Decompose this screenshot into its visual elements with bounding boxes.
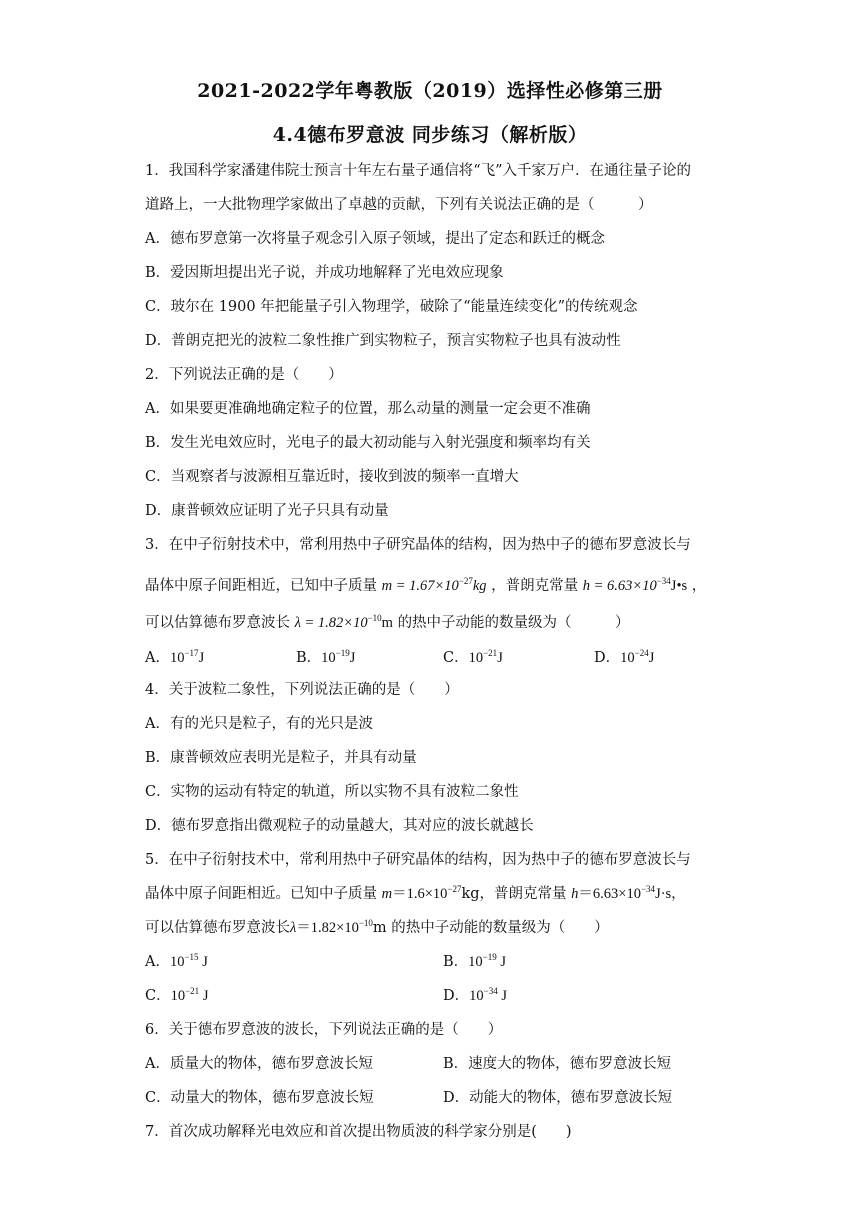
q2-option-b: B．发生光电效应时，光电子的最大初动能与入射光强度和频率均有关 bbox=[145, 435, 591, 451]
q5-stem-line-2: 晶体中原子间距相近。已知中子质量 $m=1.6\times 10^{-27}kg$，普朗克常量 $h=6.63\times 10^{-34}J\cdot s$， bbox=[145, 884, 686, 902]
q3-stem-text-c: 可以估算德布罗意波长 bbox=[145, 615, 290, 631]
q1-option-c: C．玻尔在 1900 年把能量子引入物理学，破除了“能量连续变化”的传统观念 bbox=[145, 299, 638, 315]
document-title-line-1: 2021-2022学年粤教版（2019）选择性必修第三册 bbox=[197, 80, 663, 102]
q5-option-d: D．$10^{-34}$ J bbox=[443, 986, 507, 1004]
q2-option-d: D．康普顿效应证明了光子只具有动量 bbox=[145, 503, 389, 519]
q5-stem-line-3: 可以估算德布罗意波长$\lambda=1.82\times 10^{-10}m$ 的热中子动能的数量级为（ ） bbox=[145, 918, 609, 936]
q6-option-a: A．质量大的物体，德布罗意波长短 bbox=[145, 1056, 373, 1072]
q5-option-b: B．$10^{-19}$ J bbox=[443, 952, 507, 970]
q6-stem: 6．关于德布罗意波的波长，下列说法正确的是（ ） bbox=[145, 1022, 503, 1038]
q6-option-c: C．动量大的物体，德布罗意波长短 bbox=[145, 1090, 374, 1106]
q5-option-a: A．$10^{-15}$ J bbox=[145, 952, 208, 970]
q3-stem-line-2: 晶体中原子间距相近，已知中子质量 $m = 1.67\times 10^{-27}kg$ ，普朗克常量 $h = 6.63\times 10^{-34}J•s$ ， bbox=[145, 576, 707, 594]
q3-planck-formula: $h = 6.63\times 10^{-34}J•s$ bbox=[582, 576, 688, 594]
q3-option-c: C．$10^{-21}J$ bbox=[443, 648, 503, 666]
q3-lambda-formula: $\lambda = 1.82\times 10^{-10}m$ bbox=[294, 613, 393, 631]
q4-option-a: A．有的光只是粒子，有的光只是波 bbox=[145, 716, 373, 732]
q7-stem: 7．首次成功解释光电效应和首次提出物质波的科学家分别是( ) bbox=[145, 1124, 572, 1140]
q4-option-b: B．康普顿效应表明光是粒子，并具有动量 bbox=[145, 750, 417, 766]
q4-option-d: D．德布罗意指出微观粒子的动量越大，其对应的波长就越长 bbox=[145, 818, 534, 834]
q3-stem-text-b: ，普朗克常量 bbox=[491, 578, 579, 594]
q3-option-a: A．$10^{-17}J$ bbox=[145, 648, 205, 666]
q5-option-c: C．$10^{-21}$ J bbox=[145, 986, 209, 1004]
q3-stem-text-a: 晶体中原子间距相近，已知中子质量 bbox=[145, 578, 377, 594]
q3-stem-line-1: 3．在中子衍射技术中，常利用热中子研究晶体的结构，因为热中子的德布罗意波长与 bbox=[145, 537, 691, 553]
q2-option-a: A．如果要更准确地确定粒子的位置，那么动量的测量一定会更不准确 bbox=[145, 401, 591, 417]
q4-option-c: C．实物的运动有特定的轨道，所以实物不具有波粒二象性 bbox=[145, 784, 519, 800]
q3-option-b: B．$10^{-19}J$ bbox=[296, 648, 356, 666]
q1-option-b: B．爱因斯坦提出光子说，并成功地解释了光电效应现象 bbox=[145, 265, 504, 281]
q6-option-b: B．速度大的物体，德布罗意波长短 bbox=[443, 1056, 672, 1072]
q2-option-c: C．当观察者与波源相互靠近时，接收到波的频率一直增大 bbox=[145, 469, 519, 485]
q3-stem-text-d: 的热中子动能的数量级为（ ） bbox=[397, 615, 630, 631]
q6-option-d: D．动能大的物体，德布罗意波长短 bbox=[443, 1090, 673, 1106]
q1-stem-line-2: 道路上，一大批物理学家做出了卓越的贡献，下列有关说法正确的是（ ） bbox=[145, 197, 653, 213]
q5-stem-line-1: 5．在中子衍射技术中，常利用热中子研究晶体的结构，因为热中子的德布罗意波长与 bbox=[145, 852, 691, 868]
q3-mass-formula: $m = 1.67\times 10^{-27}kg$ bbox=[381, 576, 487, 594]
q1-option-d: D．普朗克把光的波粒二象性推广到实物粒子，预言实物粒子也具有波动性 bbox=[145, 333, 621, 349]
q4-stem: 4．关于波粒二象性，下列说法正确的是（ ） bbox=[145, 682, 459, 698]
q1-stem-line-1: 1．我国科学家潘建伟院士预言十年左右量子通信将“飞”入千家万户．在通往量子论的 bbox=[145, 163, 692, 179]
q3-option-d: D．$10^{-24}J$ bbox=[594, 648, 655, 666]
document-title-line-2: 4.4德布罗意波 同步练习（解析版） bbox=[272, 124, 588, 146]
q2-stem: 2．下列说法正确的是（ ） bbox=[145, 367, 343, 383]
q1-option-a: A．德布罗意第一次将量子观念引入原子领域，提出了定态和跃迁的概念 bbox=[145, 231, 605, 247]
q3-stem-line-3 bbox=[145, 613, 630, 633]
